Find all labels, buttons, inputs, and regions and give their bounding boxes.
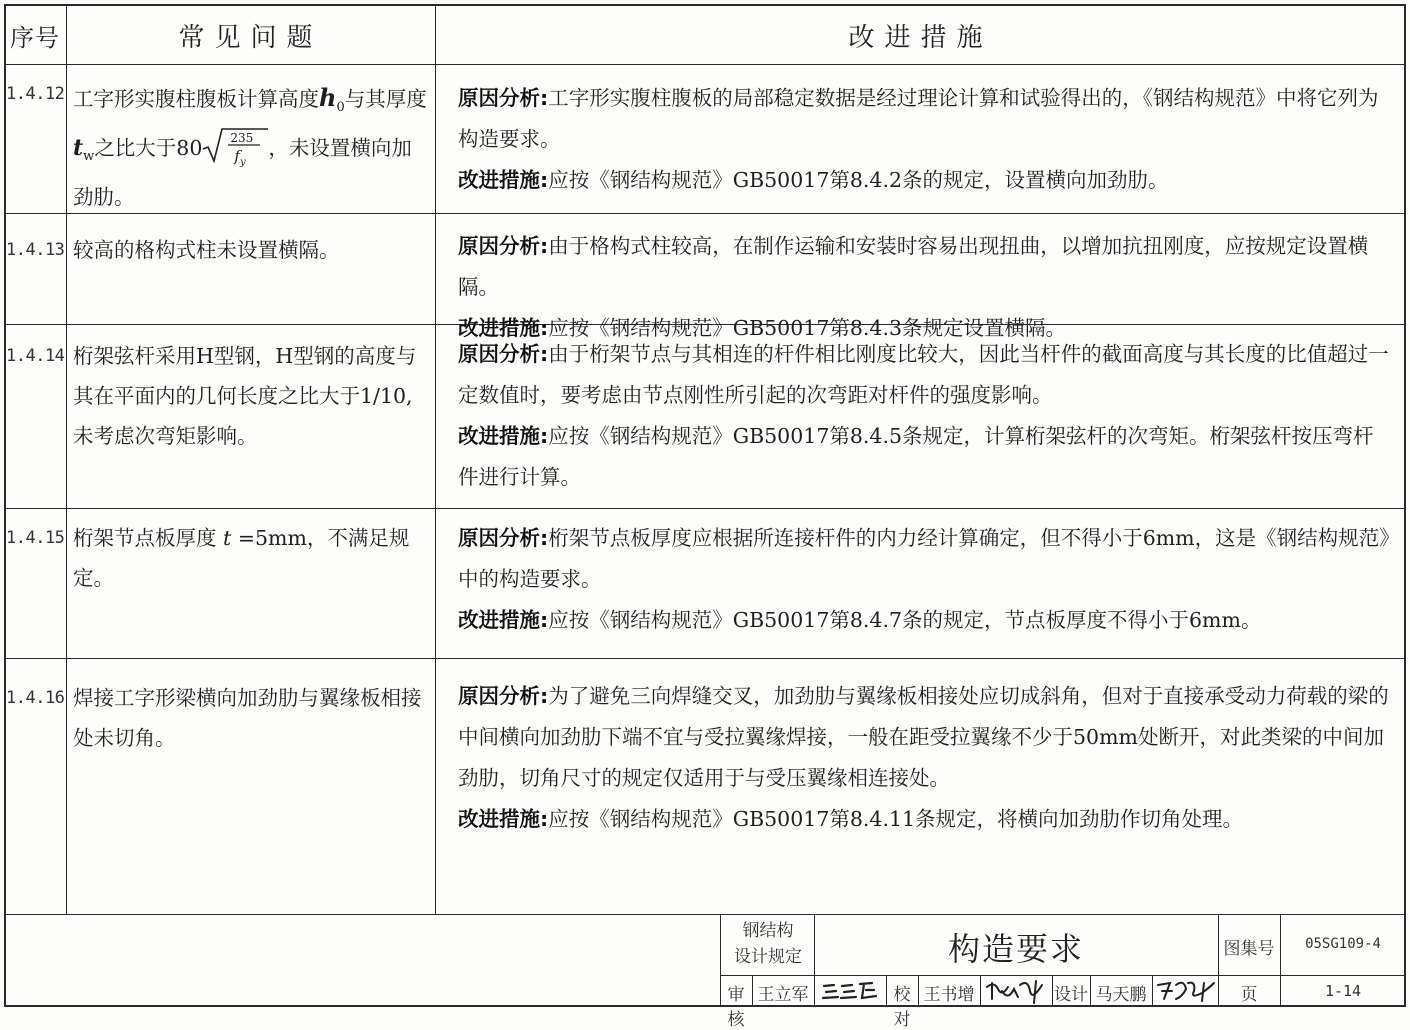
issue-text: 桁架弦杆采用H型钢，H型钢的高度与其在平面内的几何长度之比大于1/10,未考虑次弯矩影响。 xyxy=(73,344,417,448)
header-no: 序号 xyxy=(10,23,60,52)
atlas-label: 图集号 xyxy=(1223,939,1275,959)
drawing-title: 构造要求 xyxy=(947,930,1084,968)
measure-cell: 原因分析:由于桁架节点与其相连的杆件相比刚度比较大，因此当杆件的截面高度与其长度的比值超过一定数值时，要考虑由节点刚性所引起的次弯距对杆件的强度影响。 改进措施:应按《钢结构规范》GB50017第8.4.5条规定，计算桁架弦杆的次弯矩。桁架弦杆按压弯杆件进行计算。 xyxy=(458,342,1389,489)
row-no: 1.4.16 xyxy=(6,688,65,708)
row-divider xyxy=(4,658,1406,659)
designer-name: 马天鹏 xyxy=(1095,985,1147,1005)
titleblock-divider xyxy=(980,975,981,1007)
row-no: 1.4.13 xyxy=(6,240,65,260)
titleblock-category: 钢结构 设计规定 xyxy=(734,921,802,967)
issue-text: 工字形实腹柱腹板计算高度$h_0$与其厚度 $t_w$之比大于80 235 $f_y$ ，未设置横向加劲肋。 xyxy=(73,83,427,210)
issue-text: 桁架节点板厚度 t =5mm，不满足规定。 xyxy=(73,526,410,590)
issue-text: 较高的格构式柱未设置横隔。 xyxy=(73,238,340,262)
reviewer-signature-icon xyxy=(820,978,882,1004)
measure-cell: 原因分析:由于格构式柱较高，在制作运输和安装时容易出现扭曲，以增加抗扭刚度，应按规定设置横隔。 改进措施:应按《钢结构规范》GB50017第8.4.3条规定设置横隔。 xyxy=(458,234,1369,340)
issue-text: 焊接工字形梁横向加劲肋与翼缘板相接处未切角。 xyxy=(73,686,422,750)
page-number: 1-14 xyxy=(1324,982,1362,1000)
designer-signature-icon xyxy=(1154,977,1218,1005)
column-divider-issue xyxy=(435,4,436,915)
checker-signature-icon xyxy=(984,977,1050,1005)
column-divider-no xyxy=(66,4,67,915)
titleblock-divider xyxy=(814,975,815,1007)
measure-cell: 原因分析:桁架节点板厚度应根据所连接杆件的内力经计算确定，但不得小于6mm，这是《钢结构规范》中的构造要求。 改进措施:应按《钢结构规范》GB50017第8.4.7条的规定，节点板厚度不得小于6mm。 xyxy=(458,526,1390,632)
page-label: 页 xyxy=(1240,985,1258,1005)
header-measure: 改进措施 xyxy=(848,22,993,53)
titleblock-divider xyxy=(720,975,1406,976)
check-label: 校对 xyxy=(893,985,911,1030)
table-bottom-line xyxy=(4,914,1406,915)
checker-name: 王书增 xyxy=(923,985,975,1005)
row-no: 1.4.14 xyxy=(6,346,65,366)
header-issue: 常见问题 xyxy=(178,22,323,53)
row-no: 1.4.15 xyxy=(6,528,65,548)
measure-cell: 原因分析:为了避免三向焊缝交叉，加劲肋与翼缘板相接处应切成斜角，但对于直接承受动力荷载的梁的中间横向加劲肋下端不宜与受拉翼缘焊接，一般在距受拉翼缘不少于50mm处断开，对此类梁的中间加劲肋，切角尺寸的规定仅适用于与受压翼缘相连接处。 改进措施:应按《钢结构规范》GB50017第8.4.11条规定，将横向加劲肋作切角处理。 xyxy=(458,684,1389,831)
measure-cell: 原因分析:工字形实腹柱腹板的局部稳定数据是经过理论计算和试验得出的，《钢结构规范》中将它列为构造要求。 改进措施:应按《钢结构规范》GB50017第8.4.2条的规定，设置横向加劲肋。 xyxy=(458,86,1379,192)
review-label: 审核 xyxy=(727,985,745,1030)
atlas-number: 05SG109-4 xyxy=(1305,936,1381,952)
design-label: 设计 xyxy=(1054,985,1088,1005)
row-divider xyxy=(4,508,1406,509)
sqrt-fraction: 235 $f_y$ xyxy=(202,129,268,163)
reviewer-name: 王立军 xyxy=(757,985,809,1005)
titleblock-divider xyxy=(1152,975,1153,1007)
row-no: 1.4.12 xyxy=(6,84,65,104)
